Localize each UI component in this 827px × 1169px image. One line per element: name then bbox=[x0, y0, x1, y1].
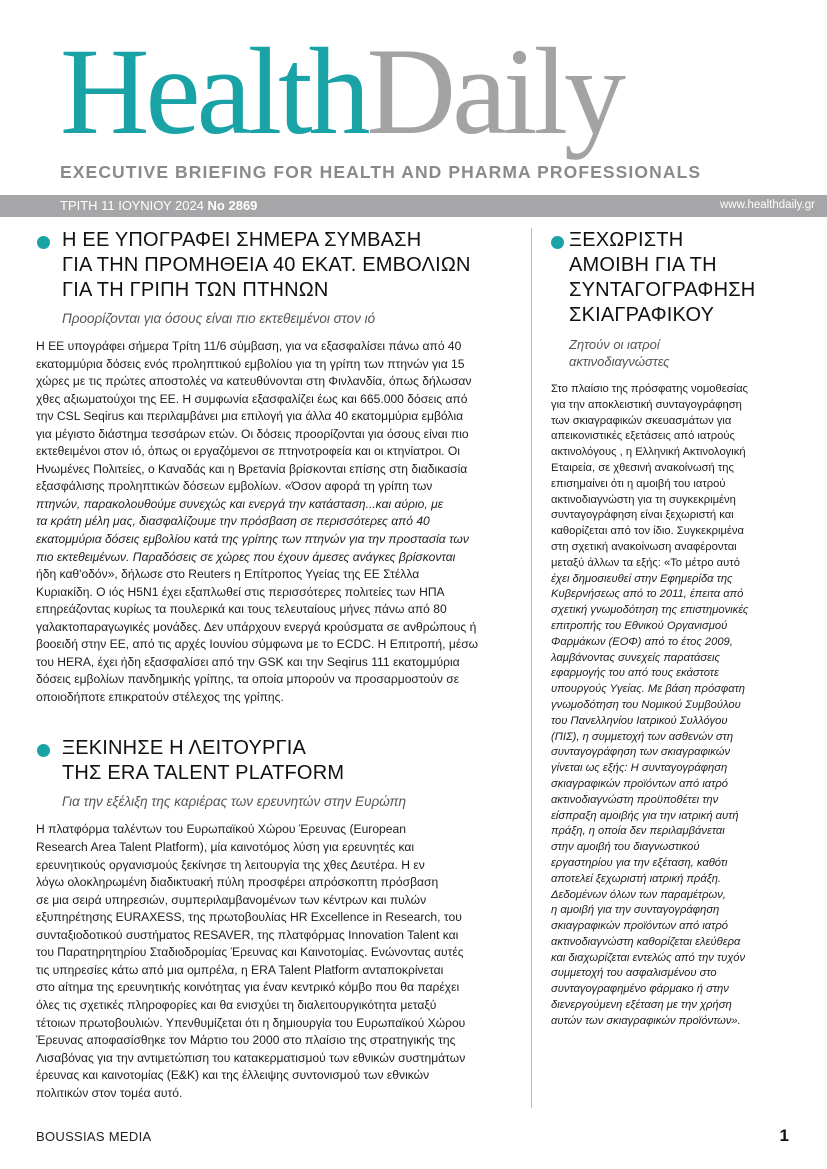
body-line: πράξη, η οποία δεν περιλαμβάνεται bbox=[551, 825, 725, 838]
body-line: πολιτικών στον τομέα αυτό. bbox=[36, 1085, 183, 1100]
page-number: 1 bbox=[779, 1126, 789, 1145]
headline-line: ΑΜΟΙΒΗ ΓΙΑ ΤΗ bbox=[569, 254, 717, 276]
right-column bbox=[551, 228, 791, 1030]
body-line: σχετική γνωμοδότηση της επιστημονικές bbox=[551, 604, 749, 617]
body-line: για την αποκλειστική συνταγογράφηση bbox=[551, 398, 742, 411]
body-line: Φαρμάκων (ΕΟΦ) από το έτος 2009, bbox=[551, 635, 733, 648]
bullet-icon bbox=[551, 236, 564, 249]
body-line: εξασφάλισης προληπτικών δόσεων εμβολίων. «Όσον αφορά τη γρίπη των bbox=[36, 479, 433, 494]
headline-line: ΣΚΙΑΓΡΑΦΙΚΟΥ bbox=[569, 304, 715, 326]
body-line: εκτεθειμένοι στον ιό, όπως οι εργαζόμενοι σε πτηνοτροφεία και οι κτηνίατροι. Οι bbox=[36, 444, 460, 459]
body-line: πιο εκτεθειμένων. Παραδόσεις σε χώρες που έχουν άμεσες ανάγκες βρίσκονται bbox=[36, 549, 456, 564]
body-line: μεταξύ άλλων τα εξής: «Το μέτρο αυτό bbox=[551, 556, 740, 569]
column-divider bbox=[531, 228, 532, 1108]
article-headline bbox=[36, 736, 517, 786]
body-line: συμμετοχή του ασφαλισμένου στο bbox=[551, 967, 717, 980]
body-line: λαμβάνοντας συνεχείς παρατάσεις bbox=[551, 651, 720, 664]
body-line: στην αμοιβή του διαγνωστικού bbox=[551, 841, 700, 854]
logo-daily: Daily bbox=[366, 23, 623, 160]
logo-health: Health bbox=[60, 23, 367, 160]
article-subhead: Προορίζονται για όσους είναι πιο εκτεθειμένοι στον ιό bbox=[62, 311, 376, 326]
body-line: δόσεις εμβολίων πανδημικής γρίπης, τα οποία μπορούν να προσαρμοστούν σε bbox=[36, 672, 460, 687]
body-line: Δεδομένων όλων των παραμέτρων, bbox=[551, 888, 726, 901]
issue-info bbox=[60, 198, 257, 213]
body-line: Η πλατφόρμα ταλέντων του Ευρωπαϊκού Χώρου Έρευνας (European bbox=[36, 822, 406, 837]
article-body bbox=[36, 821, 517, 1102]
body-line: ερευνητικούς οργανισμούς ξεκίνησε τη λειτουργία της χθες Δευτέρα. Η εν bbox=[36, 857, 425, 872]
body-line: των σκιαγραφικών σκευασμάτων για bbox=[551, 414, 732, 427]
body-line: βοοειδή στην ΕΕ, από τις αρχές Ιουνίου σύμφωνα με το ECDC. Η Επιτροπή, μέσω bbox=[36, 637, 479, 652]
body-line: πτηνών, παρακολουθούμε συνεχώς και ενεργά την κατάσταση...και αύριο, με bbox=[36, 496, 444, 511]
headline-line: ΞΕΚΙΝΗΣΕ Η ΛΕΙΤΟΥΡΓΙΑ bbox=[62, 737, 307, 760]
body-line: Research Area Talent Platform), μία καινοτόμος λύση για ερευνητές και bbox=[36, 840, 415, 855]
body-line: Κυριακίδη. Ο ιός H5N1 έχει εξαπλωθεί στις περισσότερες πολιτείες των ΗΠΑ bbox=[36, 584, 445, 599]
body-line: σκιαγραφικών προϊόντων από ιατρό bbox=[551, 777, 728, 790]
website-link[interactable]: www.healthdaily.gr bbox=[719, 199, 815, 211]
body-line: ακτινοδιαγνώστη για τη συγκεκριμένη bbox=[551, 493, 736, 506]
body-line: έρευνας και καινοτομίας (Ε&Κ) και της έλλειψης συντονισμού των εθνικών bbox=[36, 1068, 430, 1083]
body-line: Εταιρεία, σε χθεσινή ανακοίνωσή της bbox=[551, 461, 734, 474]
body-line: χώρες με τις πρώτες αποστολές να κατευθύνονται στη Φινλανδία, όπως δήλωσαν bbox=[36, 374, 472, 389]
article-era-talent bbox=[36, 736, 517, 1102]
body-line: υπουργούς Υγείας. Με βάση πρόσφατη bbox=[551, 683, 745, 696]
body-line: επηρεάζοντας κυρίως τα πουλερικά και τους τελευταίους μήνες πάνω από 80 bbox=[36, 602, 447, 617]
body-line: καθορίζεται από τον ίδιο. Συγκεκριμένα bbox=[551, 525, 744, 538]
issue-number: Νο 2869 bbox=[207, 198, 258, 213]
date-bar bbox=[0, 195, 827, 217]
body-line: τις υπηρεσίες κάτω από μια ομπρέλα, η ERA Talent Platform ανταποκρίνεται bbox=[36, 962, 444, 977]
article-subhead bbox=[569, 336, 791, 370]
article-body bbox=[551, 382, 791, 1030]
left-column bbox=[36, 228, 517, 1102]
body-line: εξυπηρέτησης EURAXESS, της πρωτοβουλίας HR Excellence in Research, του bbox=[36, 910, 462, 925]
body-line: σε μια σειρά υπηρεσιών, συμπεριλαμβανομένων των κέντρων και πυλών bbox=[36, 892, 427, 907]
body-line: εκατομμύρια δόσεις εμβολίου κατά της γρίπης των πτηνών για την προστασία των bbox=[36, 532, 469, 547]
body-line: ακτινοδιαγνώστη καθορίζεται ελεύθερα bbox=[551, 935, 741, 948]
body-line: διενεργούμενη εξέταση με την χρήση bbox=[551, 999, 732, 1012]
body-line: λόγω ολοκληρωμένη διαδικτυακή πύλη προσφέρει απρόσκοπτη πρόσβαση bbox=[36, 875, 439, 890]
body-line: επισημαίνει ότι η αμοιβή του ιατρού bbox=[551, 477, 726, 490]
tagline: EXECUTIVE BRIEFING FOR HEALTH AND PHARMA PROFESSIONALS bbox=[60, 162, 702, 182]
body-line: (ΠΙΣ), η συμμετοχή των ασθενών στη bbox=[551, 730, 734, 743]
body-line: εκατομμύρια δόσεις ενός προληπτικού εμβολίου για τη γρίπη των πτηνών για 15 bbox=[36, 356, 465, 371]
subhead-line: Ζητούν οι ιατροί bbox=[569, 337, 660, 352]
subhead-line: ακτινοδιαγνώστες bbox=[569, 354, 670, 369]
body-line: όλες τις σχετικές πληροφορίες και θα ενισχύει τη διαλειτουργικότητα μεταξύ bbox=[36, 997, 437, 1012]
bullet-icon bbox=[37, 744, 50, 757]
body-line: αποτελεί ξεχωριστή ιατρική πράξη. bbox=[551, 872, 722, 885]
body-line: ακτινοδιαγνώστη προϋποθέτει την bbox=[551, 793, 719, 806]
body-line: τέτοιων πρωτοβουλιών. Υπενθυμίζεται ότι η δημιουργία του Ευρωπαϊκού Χώρου bbox=[36, 1015, 466, 1030]
body-line: απεικονιστικές εξετάσεις από ιατρούς bbox=[551, 430, 735, 443]
body-line: συνταγογράφηση είναι ξεχωριστή και bbox=[551, 509, 734, 522]
article-vaccines bbox=[36, 228, 517, 706]
body-line: συνταγογραφημένο φάρμακο ή στην bbox=[551, 983, 729, 996]
body-line: γαλακτοπαραγωγικές μονάδες. Δεν υπάρχουν ενεργά κρούσματα σε ανθρώπους ή bbox=[36, 619, 477, 634]
article-headline bbox=[36, 228, 517, 303]
body-line: Έρευνας αποφασίσθηκε τον Μάρτιο του 2000 στο πλαίσιο της στρατηγικής της bbox=[36, 1033, 456, 1048]
body-line: συνταξιοδοτικού συστήματος RESAVER, της πλατφόρμας Innovation Talent και bbox=[36, 927, 459, 942]
body-line: για μέγιστο διάστημα τεσσάρων ετών. Οι δόσεις προορίζονται για όσους είναι πιο bbox=[36, 426, 469, 441]
body-line: η αμοιβή για την συνταγογράφηση bbox=[551, 904, 720, 917]
body-line: και διαχωρίζεται εντελώς από την τυχόν bbox=[551, 951, 746, 964]
body-line: του Παρατηρητηρίου Σταδιοδρομίας Έρευνας και Καινοτομίας. Ενώνοντας αυτές bbox=[36, 945, 464, 960]
headline-line: ΣΥΝΤΑΓΟΓΡΑΦΗΣΗ bbox=[569, 279, 756, 301]
body-line: συνταγογράφηση των σκιαγραφικών bbox=[551, 746, 731, 759]
headline-line: ΞΕΧΩΡΙΣΤΗ bbox=[569, 229, 684, 251]
body-line: Η ΕΕ υπογράφει σήμερα Τρίτη 11/6 σύμβαση, για να εξασφαλίσει πάνω από 40 bbox=[36, 339, 462, 353]
body-line: Ηνωμένες Πολιτείες, ο Καναδάς και η Βρετανία βρίσκονται επίσης στη διαδικασία bbox=[36, 461, 468, 476]
body-line: τα κράτη μέλη μας, διασφαλίζουμε την πρόσβαση σε περισσότερες από 40 bbox=[36, 514, 430, 529]
body-line: στη σχετική ανακοίνωση αναφέρονται bbox=[551, 540, 737, 553]
masthead bbox=[60, 23, 800, 160]
body-line: Στο πλαίσιο της πρόσφατης νομοθεσίας bbox=[551, 383, 748, 395]
body-line: στο αίτημα της ερευνητικής κοινότητας για έναν κεντρικό κόμβο που θα παρέχει bbox=[36, 980, 460, 995]
body-line: γίνεται ως εξής: Η συνταγογράφηση bbox=[551, 762, 728, 775]
article-body bbox=[36, 338, 517, 706]
article-contrast-agents bbox=[551, 228, 791, 1030]
body-line: επιτροπής του Εθνικού Οργανισμού bbox=[551, 619, 728, 632]
headline-line: ΤΗΣ ERA TALENT PLATFORM bbox=[62, 762, 345, 785]
body-line: χθες αξιωματούχοι της ΕΕ. Η συμφωνία εξασφαλίζει έως και 665.000 δόσεις από bbox=[36, 391, 468, 406]
article-headline bbox=[551, 228, 791, 328]
body-line: του Πανελληνίου Ιατρικού Συλλόγου bbox=[551, 714, 728, 727]
body-line: Λισαβόνας για την αντιμετώπιση του κατακερματισμού των εθνικών συστημάτων bbox=[36, 1050, 466, 1065]
body-line: γνωμοδότηση του Νομικού Συμβούλου bbox=[551, 698, 741, 711]
issue-date: ΤΡΙΤΗ 11 ΙΟΥΝΙΟΥ 2024 bbox=[60, 198, 204, 213]
body-line: του HERA, έχει ήδη εξασφαλίσει από την GSK και την Seqirus 111 εκατομμύρια bbox=[36, 654, 460, 669]
body-line: ακτινολόγους , η Ελληνική Ακτινολογική bbox=[551, 446, 746, 459]
logo bbox=[60, 23, 623, 160]
bullet-icon bbox=[37, 236, 50, 249]
body-line: την CSL Seqirus και περιλαμβάνει μια επιλογή για άλλα 40 εκατομμύρια εμβόλια bbox=[36, 409, 464, 424]
body-line: σκιαγραφικών προϊόντων από ιατρό bbox=[551, 920, 728, 933]
body-line: Κυβερνήσεως από το 2011, έπειτα από bbox=[551, 588, 744, 601]
headline-line: Η ΕΕ ΥΠΟΓΡΑΦΕΙ ΣΗΜΕΡΑ ΣΥΜΒΑΣΗ bbox=[62, 229, 422, 251]
body-line: έχει δημοσιευθεί στην Εφημερίδα της bbox=[551, 572, 733, 585]
headline-line: ΓΙΑ ΤΗΝ ΠΡΟΜΗΘΕΙΑ 40 ΕΚΑΤ. ΕΜΒΟΛΙΩΝ bbox=[62, 254, 471, 276]
headline-line: ΓΙΑ ΤΗ ΓΡΙΠΗ ΤΩΝ ΠΤΗΝΩΝ bbox=[62, 279, 329, 301]
body-line: είσπραξη αμοιβής για την ιατρική αυτή bbox=[551, 809, 739, 822]
body-line: ήδη καθ'οδόν», δήλωσε στο Reuters η Επίτροπος Υγείας της ΕΕ Στέλλα bbox=[36, 567, 420, 582]
publisher-name: BOUSSIAS MEDIA bbox=[36, 1129, 152, 1144]
article-subhead: Για την εξέλιξη της καριέρας των ερευνητών στην Ευρώπη bbox=[62, 794, 407, 810]
body-line: εργαστηρίου για την εξέταση, καθότι bbox=[551, 856, 728, 869]
body-line: αυτών των σκιαγραφικών προϊόντων». bbox=[551, 1014, 741, 1027]
body-line: εφαρμογής του από τους εκάστοτε bbox=[551, 667, 719, 680]
body-line: οποιοδήποτε επικρατούν στέλεχος της γρίπης. bbox=[36, 689, 284, 704]
